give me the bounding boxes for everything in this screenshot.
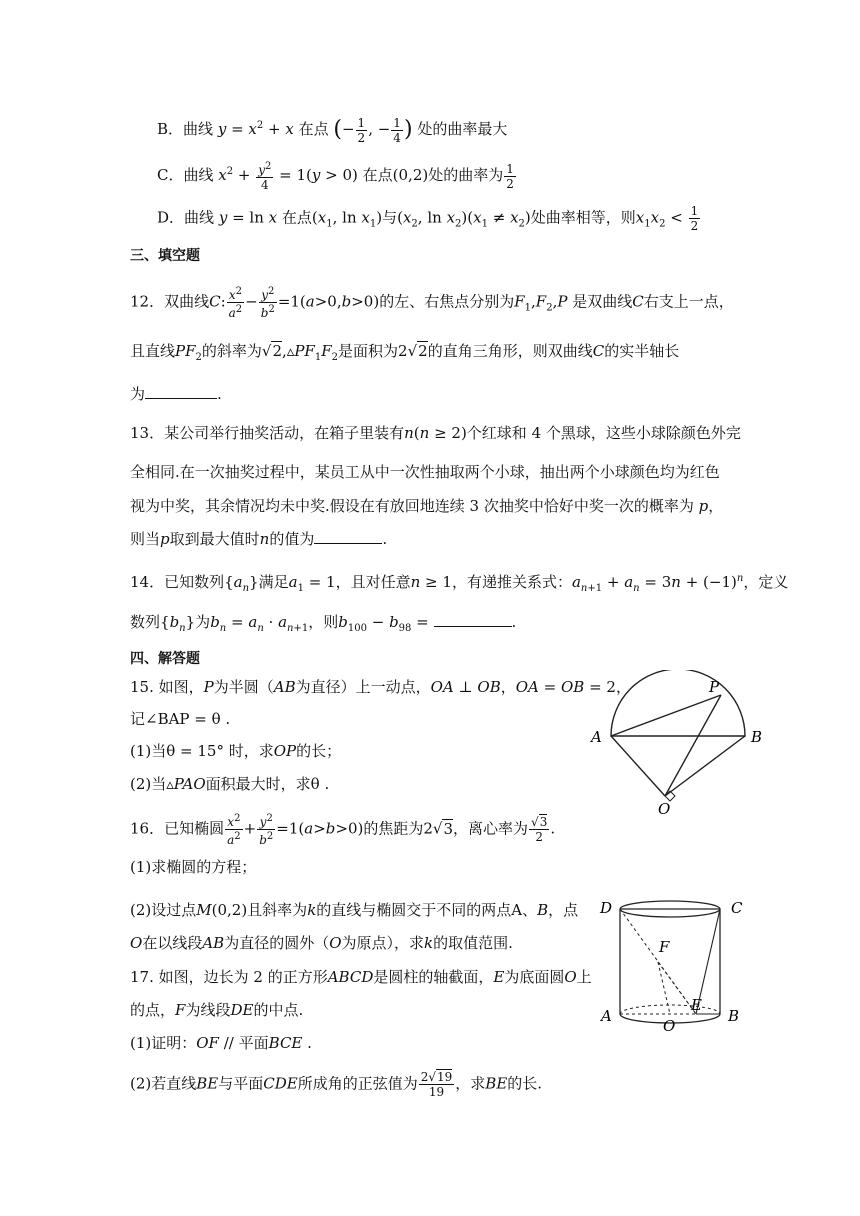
q13-line3: 视为中奖，其余情况均未中奖.假设在有放回地连续 3 次抽奖中恰好中奖一次的概率为 p， [130, 497, 724, 515]
section-solution-heading: 四、解答题 [130, 651, 200, 667]
answer-blank [314, 527, 382, 544]
q17-line3: (1)证明：OF // 平面BCE . [130, 1034, 312, 1052]
label-c: C [731, 899, 743, 917]
label-a: A [591, 728, 602, 746]
label-d: D [600, 899, 613, 917]
label-b: B [728, 1007, 740, 1025]
label-o: O [658, 800, 671, 818]
q16-line4: O在以线段AB为直径的圆外（O为原点），求k的取值范围. [130, 934, 513, 952]
figure-semicircle [585, 670, 775, 820]
q14-line1: 14．已知数列$\{a_n\}$满足$a_1 = 1$，且对任意n ≥ 1，有递推关系式：$a_{n+1} + a_n = 3n + (-1)^n$，定义 [130, 573, 789, 594]
q16-line2: (1)求椭圆的方程； [130, 858, 257, 876]
figure-cylinder [598, 893, 758, 1043]
q12-line2: 且直线$PF_2$的斜率为$√2,▵PF_1F_2$是面积为2√2的直角三角形，则双曲线C的实半轴长 [130, 342, 680, 363]
label-a: A [601, 1007, 612, 1025]
label-o: O [663, 1017, 676, 1035]
q17-line1: 17. 如图，边长为 2 的正方形ABCD是圆柱的轴截面，E为底面圆O上 [130, 968, 592, 986]
q16-line3: (2)设过点M(0,2)且斜率为k的直线与椭圆交于不同的两点A、B，点 [130, 901, 579, 919]
q12-line1: 12．双曲线C: $\frac{x^2}{a^2}$ − $\frac{y^2}{b^2}$ =1(a>0,b>0)的左、右焦点分别为$F_1,F_2,P$ 是双曲线C右支上一点， [130, 286, 734, 320]
q15-line3: (1)当θ = 15° 时，求OP的长； [130, 742, 342, 760]
q17-line2: 的点，F为线段DE的中点. [130, 1001, 304, 1019]
q16-line1: 16．已知椭圆 $\frac{x^2}{a^2}$ + $\frac{y^2}{b^2}$ =1(a>b>0)的焦距为2√3，离心率为 $\frac{√3}{2}$ . [130, 813, 556, 847]
q15-line4: (2)当▵PAO面积最大时，求θ . [130, 775, 330, 793]
answer-blank [145, 382, 217, 399]
label-e: E [691, 996, 702, 1014]
answer-blank [434, 610, 512, 627]
q14-line2: 数列$\{b_n\}$为$b_n = a_n \cdot a_{n+1}$，则$b_{100} - b_{98}$ = . [130, 610, 516, 640]
label-f: F [659, 938, 670, 956]
q17-line4: (2)若直线BE与平面CDE所成角的正弦值为 $\frac{2√19}{19}$ ，求BE的长. [130, 1070, 543, 1099]
section-fill-blank-heading: 三、填空题 [130, 248, 200, 264]
option-c: C．曲线 $x^2$ + $\frac{y^2}{4}$ = 1(y > 0) 在点(0,2)处的曲率为 $\frac{1}{2}$ [157, 161, 514, 192]
q12-line3: 为 . [130, 382, 222, 405]
q13-line2: 全相同.在一次抽奖过程中，某员工从中一次性抽取两个小球，抽出两个小球颜色均为红色 [130, 463, 720, 481]
q15-line1: 15. 如图，P为半圆（AB为直径）上一动点，OA ⊥ OB，OA = OB = 2， [130, 678, 631, 696]
label-p: P [709, 678, 720, 696]
option-b: B．曲线 $y = x^2 + x$ 在点 (− $\frac{1}{2}$ , − $\frac{1}{4}$ ) 处的曲率最大 [157, 115, 508, 145]
label-b: B [751, 728, 763, 746]
q13-line1: 13．某公司举行抽奖活动，在箱子里装有n(n ≥ 2)个红球和 4 个黑球，这些小球除颜色外完 [130, 424, 741, 442]
option-d: D．曲线 y = ln x 在点($x_1$, $\ln x_1$)与($x_2$, $\ln x_2)(x_1 \ne x_2)$处曲率相等，则$x_1x_2$ < $\frac{1}{2}$ [157, 204, 699, 233]
q15-line2: 记∠BAP = θ . [130, 710, 231, 728]
q13-line4: 则当p取到最大值时n的值为 . [130, 527, 387, 550]
